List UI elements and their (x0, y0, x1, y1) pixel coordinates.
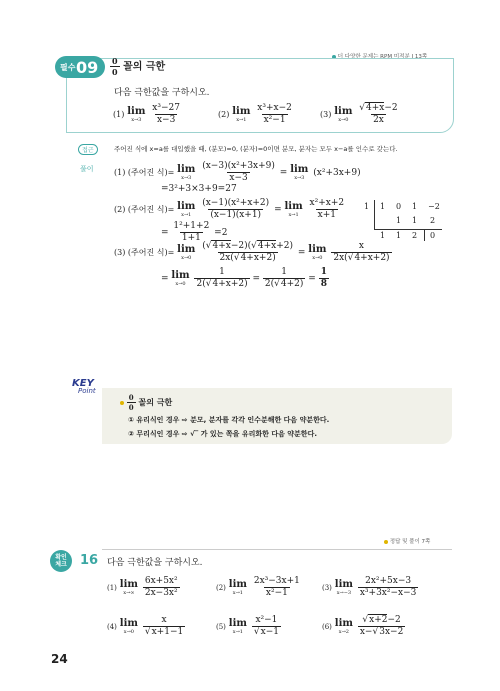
check-badge: 확인 체크 (50, 550, 72, 572)
keypoint-title: $\frac{0}{0}$ 꼴의 극한 (120, 394, 172, 411)
synthetic-cell: 1 (380, 231, 386, 240)
synthetic-vline (374, 200, 375, 230)
problem-number: 09 (76, 58, 99, 77)
problem-16-item-2: (2) lim x→1 $\frac{\text{2x³−3x+1}}{\text{x²−1}}$ (216, 576, 300, 598)
solution-1-line2: =3²+3×3+9=27 (161, 184, 237, 194)
synthetic-cell: −2 (428, 202, 440, 211)
problem-badge-label: 필수 (60, 63, 76, 72)
solution-3: (3) (주어진 식)= lim x→0 $\frac{(√4+x-2)(√4+x+2)}{2x(√4+x+2)}$ = lim x→0 $\frac{x}{2x(√4+x+2)}$ (114, 241, 390, 263)
solution-1: (1) (주어진 식)= lim x→3 $\frac{\text{(x−3)(x²+3x+9)}}{x-3}$ = lim x→3 (x²+3x+9) (114, 161, 361, 183)
synthetic-cell: 2 (412, 231, 418, 240)
problem-instruction: 다음 극한값을 구하시오. (114, 88, 210, 98)
solution-tag: 풀이 (80, 165, 94, 173)
problem-16-item-4: (4) lim x→0 $\frac{x}{√x+1-1}$ (107, 615, 184, 637)
answer-ref: 정답 및 풀이 7쪽 (384, 537, 430, 545)
keypoint-line-1: ① 유리식인 경우 ⇨ 분모, 분자를 각각 인수분해한 다음 약분한다. (128, 416, 330, 424)
header-ref: 더 다양한 문제는 RPM 미적분 Ⅰ 13쪽 (332, 52, 427, 60)
solution-3-line2: = lim x→0 $\frac{1}{2(√4+x+2)}$ = $\frac{1}{2(√4+2)}$ = $\frac{1}{8}$ (161, 267, 327, 289)
problem-16-instruction: 다음 극한값을 구하시오. (107, 558, 203, 568)
synthetic-hline (374, 229, 442, 230)
synthetic-remainder-box (424, 229, 425, 241)
synthetic-cell: 0 (430, 231, 436, 240)
synthetic-cell: 2 (430, 216, 436, 225)
problem-item-1: (1) lim x→3 $\frac{\text{x³−27}}{x-3}$ (113, 103, 180, 125)
synthetic-cell: 1 (396, 231, 402, 240)
synthetic-cell: 1 (412, 216, 418, 225)
problem-16-item-6: (6) lim x→2 $\frac{√x+2-2}{x-√3x-2}$ (322, 615, 404, 637)
synthetic-cell: 1 (364, 202, 370, 211)
divider (102, 549, 452, 550)
solution-2: (2) (주어진 식)= lim x→1 $\frac{\text{(x−1)(x²+x+2)}}{(x-1)(x+1)}$ = lim x→1 $\frac{\text{x²+x+2}}{x+1}$ (114, 198, 345, 220)
problem-item-2: (2) lim x→1 $\frac{\text{x³+x−2}}{\text{x²−1}}$ (218, 103, 292, 125)
synthetic-cell: 1 (396, 216, 402, 225)
guide-text: 주어진 식에 x=a를 대입했을 때, (분모)=0, (분자)=0이면 분모, 분자는 모두 x−a를 인수로 갖는다. (114, 145, 398, 153)
keypoint-badge (72, 378, 106, 406)
problem-16-number: 16 (80, 553, 99, 568)
problem-16-item-3: (3) lim x→−3 $\frac{\text{2x²+5x−3}}{\text{x³+3x²−x−3}}$ (322, 576, 417, 598)
keypoint-line-2: ② 무리식인 경우 ⇨ √‾ 가 있는 쪽을 유리화한 다음 약분한다. (128, 430, 317, 438)
solution-2-line2: = $\frac{\text{1²+1+2}}{1+1}$ =2 (161, 221, 228, 243)
answer-dot-icon (384, 540, 388, 544)
problem-16-item-1: (1) lim x→∞ $\frac{\text{6x+5x²}}{\text{2x−3x²}}$ (107, 576, 178, 598)
problem-16-item-5: (5) lim x→1 $\frac{\text{x²−1}}{√x-1}$ (216, 615, 279, 637)
keypoint-dot-icon (120, 401, 124, 405)
synthetic-cell: 1 (380, 202, 386, 211)
keypoint-key: KEY (72, 378, 94, 389)
synthetic-division (364, 200, 444, 244)
problem-item-3: (3) lim x→0 $\frac{√4+x-2}{2x}$ (320, 103, 398, 125)
guide-tag: 접근 (78, 144, 98, 155)
synthetic-cell: 0 (396, 202, 402, 211)
problem-title: $\frac{0}{0}$ 꼴의 극한 (112, 56, 166, 77)
page-number: 24 (51, 652, 68, 666)
synthetic-cell: 1 (412, 202, 418, 211)
keypoint-point: Point (78, 387, 96, 395)
